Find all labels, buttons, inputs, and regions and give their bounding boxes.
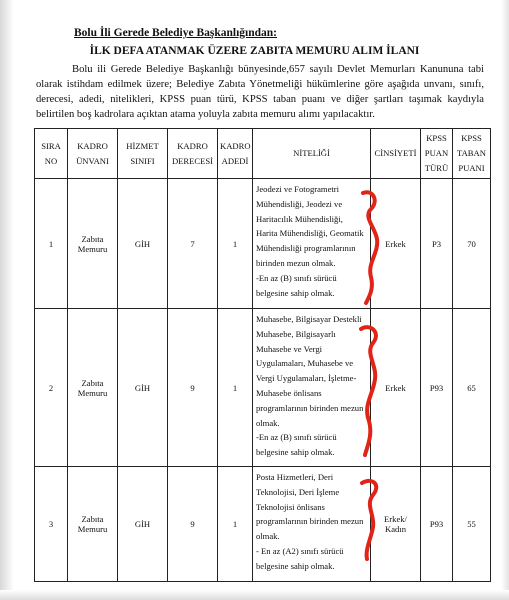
row-degree: 7 <box>168 179 218 309</box>
row-degree: 9 <box>168 309 218 467</box>
header-kpss-taban-puani: KPSS TABAN PUANI <box>453 129 491 179</box>
row-gender: Erkek <box>371 179 421 309</box>
table-row <box>35 179 491 309</box>
row-qualification: Jeodezi ve Fotogrametri Mühendisliği, Jeodezi ve Haritacılık Mühendisliği, Harita Mühendisliği, Geomatik Mühendisliği programlarının birinden mezun olmak. -En az (B) sınıfı sürücü belgesine sahip olmak. <box>253 179 371 309</box>
row-no: 3 <box>35 467 68 582</box>
row-class: GİH <box>118 309 168 467</box>
row-count: 1 <box>218 309 253 467</box>
header-sira-no: SIRA NO <box>35 129 68 179</box>
page-shadow-right <box>501 0 509 600</box>
row-qualification: Muhasebe, Bilgisayar Destekli Muhasebe, Bilgisayarlı Muhasebe ve Vergi Uygulamaları, Muhasebe ve Vergi Uygulamaları, İşletme- Muhasebe önlisans programlarının birinden mezun olmak. -En az (B) sınıfı sürücü belgesine sahip olmak. <box>253 309 371 467</box>
announcement-paragraph: Bolu ili Gerede Belediye Başkanlığı bünyesinde,657 sayılı Devlet Memurları Kanununa tabi olarak istihdam edilmek üzere; Belediye Zabıta Yönetmeliği hükümlerine göre aşağıda unvanı, sınıfı, derecesi, adedi, nitelikleri, KPSS puan türü, KPSS taban puanı ve diğer şartları taşımak kaydıyla belirtilen boş kadrolara açıktan atama yoluyla zabıta memuru alımı yapılacaktır. <box>36 64 484 120</box>
row-kpss-type: P93 <box>421 467 453 582</box>
header-kadro-derecesi: KADRO DERECESİ <box>168 129 218 179</box>
row-title: Zabıta Memuru <box>68 179 118 309</box>
row-kpss-score: 55 <box>453 467 491 582</box>
header-cinsiyeti: CİNSİYETİ <box>371 129 421 179</box>
row-kpss-score: 70 <box>453 179 491 309</box>
table-header-row <box>35 129 491 179</box>
header-kadro-unvani: KADRO ÜNVANI <box>68 129 118 179</box>
header-hizmet-sinifi: HİZMET SINIFI <box>118 129 168 179</box>
row-no: 2 <box>35 309 68 467</box>
row-no: 1 <box>35 179 68 309</box>
row-count: 1 <box>218 467 253 582</box>
positions-table <box>34 128 491 582</box>
row-qualification: Posta Hizmetleri, Deri Teknolojisi, Deri İşleme Teknolojisi önlisans programlarının birinden mezun olmak. - En az (A2) sınıfı sürücü belgesine sahip olmak. <box>253 467 371 582</box>
page-shadow-left <box>0 0 14 600</box>
row-class: GİH <box>118 467 168 582</box>
row-count: 1 <box>218 179 253 309</box>
row-kpss-type: P3 <box>421 179 453 309</box>
row-gender: Erkek <box>371 309 421 467</box>
table-row <box>35 309 491 467</box>
announcement-heading: Bolu İli Gerede Belediye Başkanlığından: <box>74 27 277 39</box>
row-gender: Erkek/ Kadın <box>371 467 421 582</box>
header-kpss-puan-turu: KPSS PUAN TÜRÜ <box>421 129 453 179</box>
row-degree: 9 <box>168 467 218 582</box>
page-shadow-bottom <box>0 590 509 600</box>
row-title: Zabıta Memuru <box>68 467 118 582</box>
row-kpss-type: P93 <box>421 309 453 467</box>
row-class: GİH <box>118 179 168 309</box>
row-title: Zabıta Memuru <box>68 309 118 467</box>
announcement-title: İLK DEFA ATANMAK ÜZERE ZABITA MEMURU ALIM İLANI <box>89 45 420 57</box>
header-kadro-adedi: KADRO ADEDİ <box>218 129 253 179</box>
header-niteligi: NİTELİĞİ <box>253 129 371 179</box>
table-row <box>35 467 491 582</box>
row-kpss-score: 65 <box>453 309 491 467</box>
